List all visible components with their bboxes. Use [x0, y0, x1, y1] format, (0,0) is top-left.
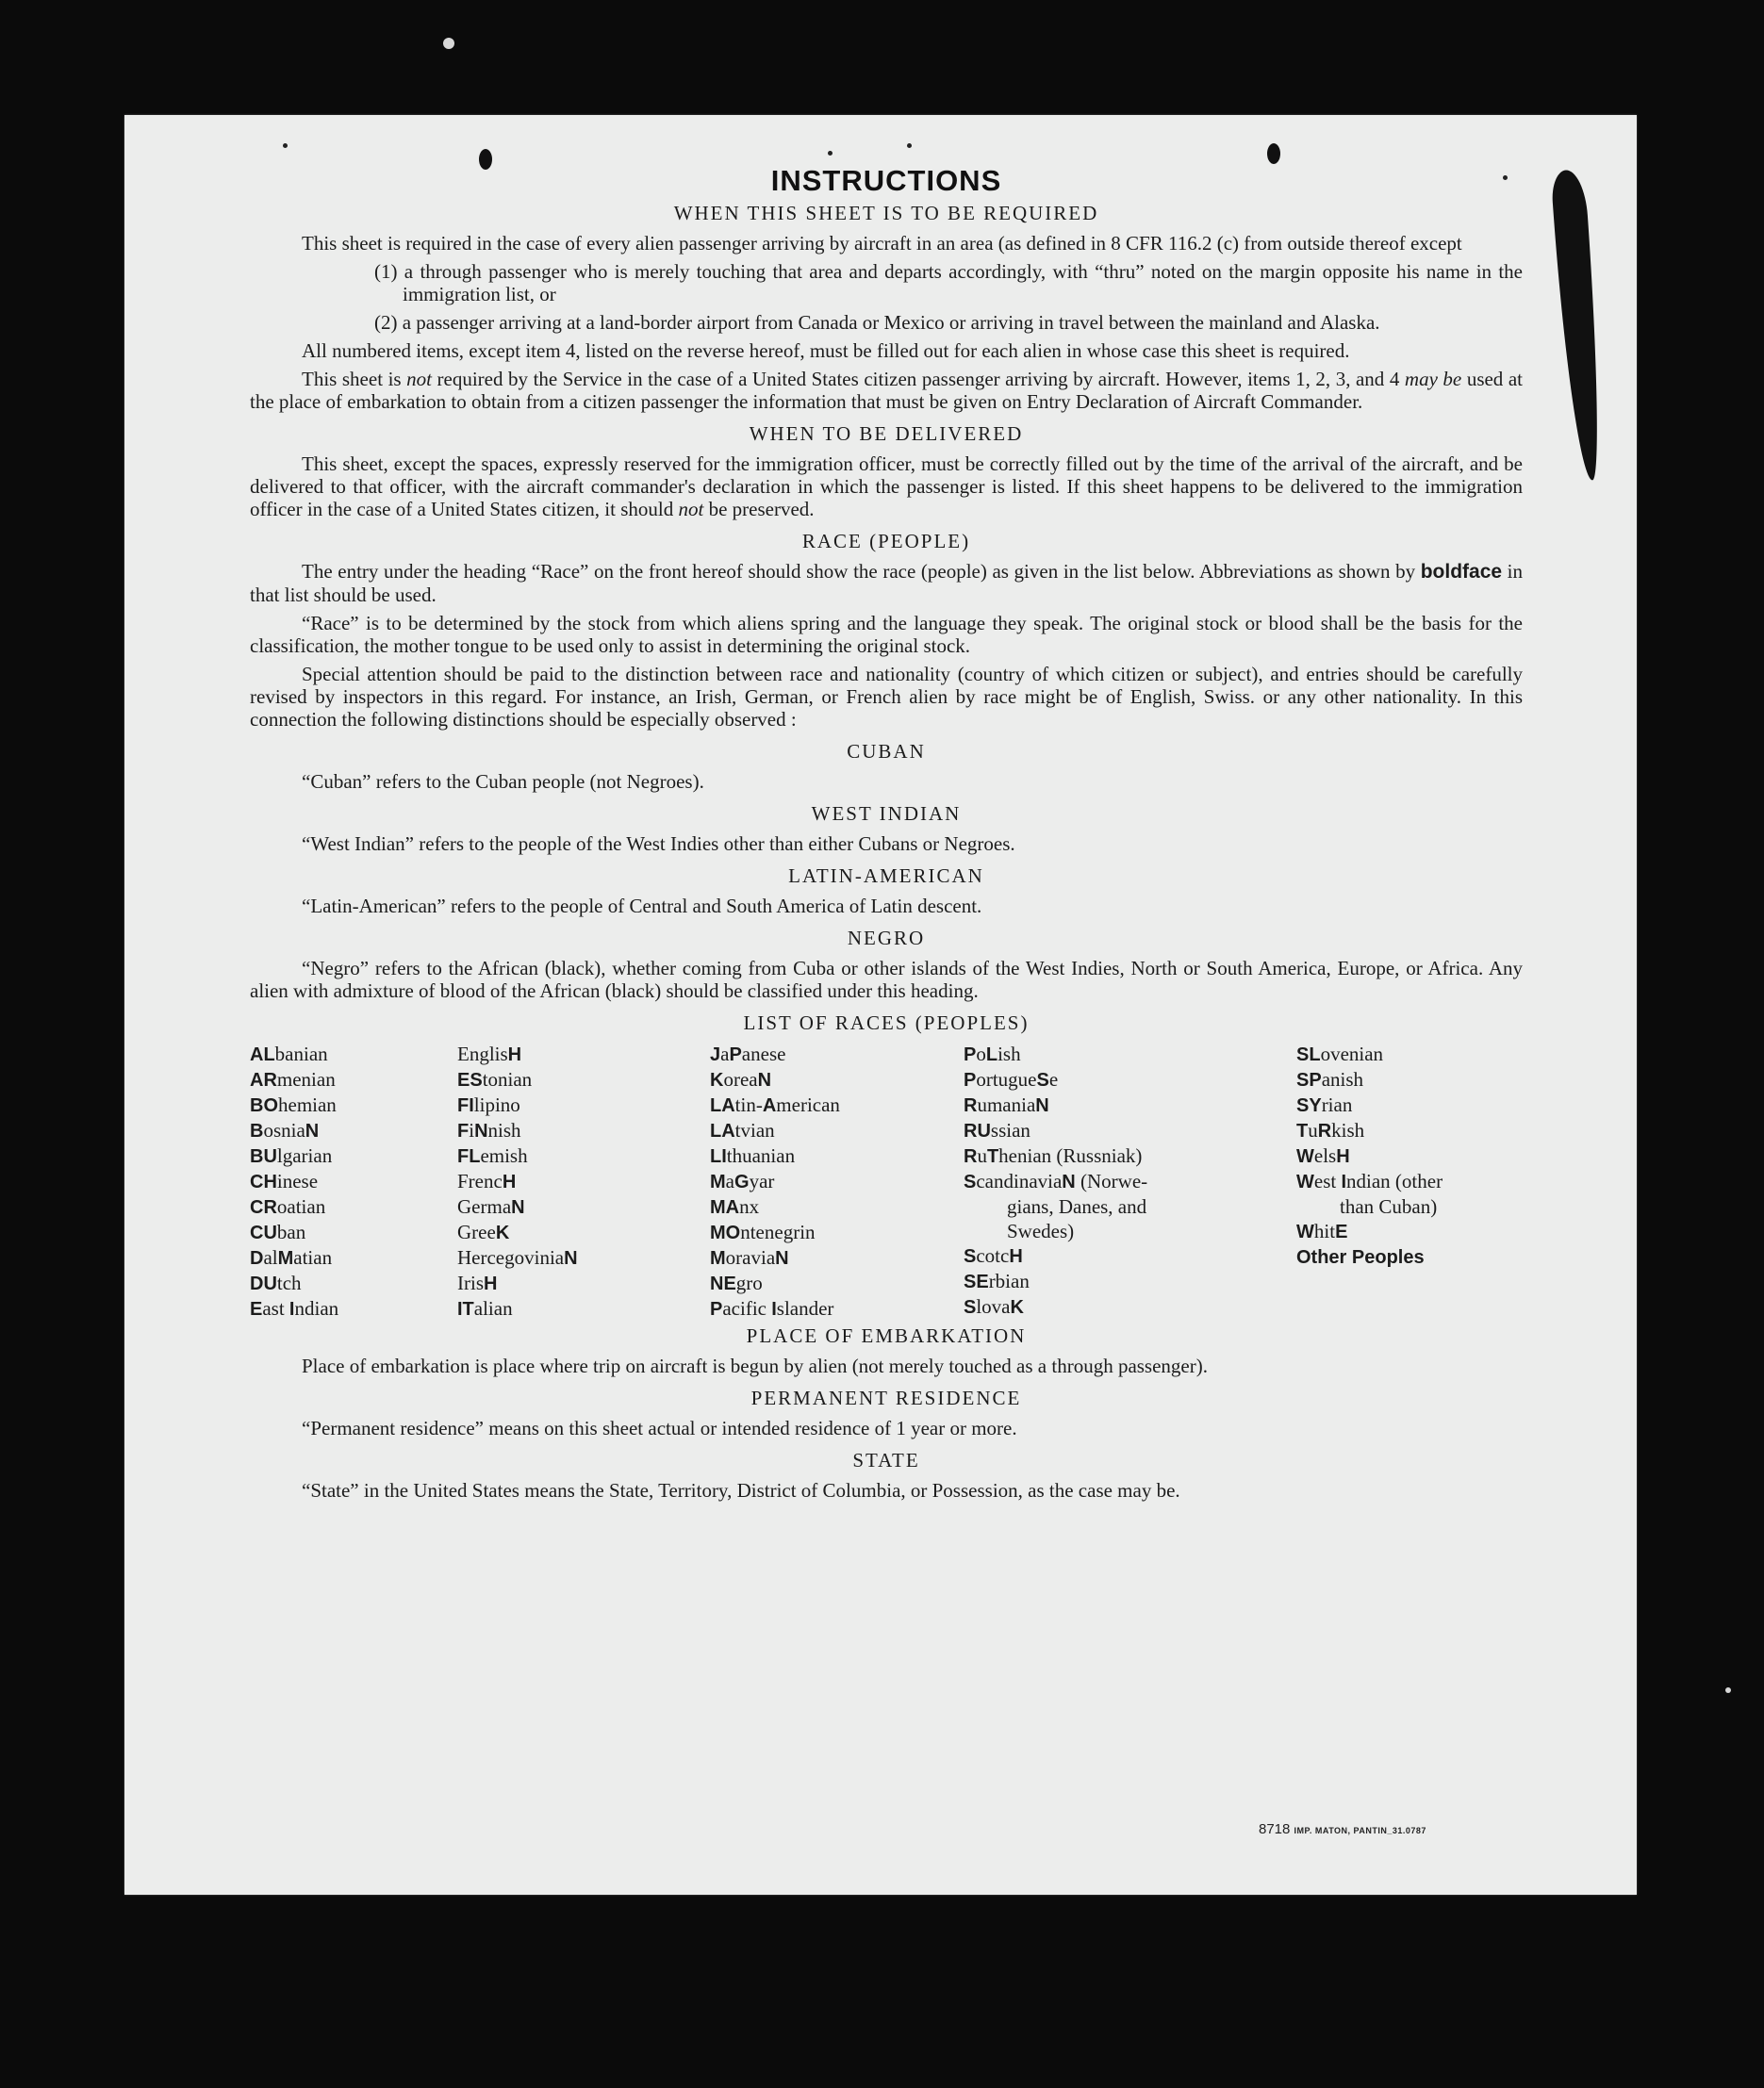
- race-entry: LAtvian: [710, 1119, 775, 1142]
- race-entry: ITalian: [457, 1297, 513, 1320]
- paragraph-latin-american: “Latin-American” refers to the people of Central and South America of Latin descent.: [302, 895, 982, 917]
- paragraph-race-1: [250, 560, 1523, 606]
- race-entry: ARmenian: [250, 1068, 336, 1091]
- races-column-4: [964, 1042, 1147, 1320]
- section-heading-when-delivered: WHEN TO BE DELIVERED: [749, 422, 1024, 445]
- delivered-text-a: This sheet, except the spaces, expressly reserved for the immigration officer, must be correctly filled out by the time of the arrival of the aircraft, and be delivered to that officer, with the aircraft commander's declaration in which the passenger is listed. If this sheet happens to be delivered to the immigration officer in the case of a United States citizen, it should: [250, 452, 1523, 520]
- printer-name: IMP. MATON, PANTIN_31.0787: [1294, 1826, 1426, 1835]
- paragraph-cuban: “Cuban” refers to the Cuban people (not Negroes).: [302, 770, 704, 793]
- race-entry: NEgro: [710, 1272, 763, 1294]
- races-column-3: [710, 1042, 840, 1322]
- race-entry: SErbian: [964, 1270, 1030, 1292]
- race-entry: ScandinaviaN (Norwe-: [964, 1170, 1148, 1192]
- race-entry: gians, Danes, and: [1007, 1195, 1147, 1218]
- race-entry: RumaniaN: [964, 1093, 1049, 1116]
- race-entry: JaPanese: [710, 1043, 786, 1065]
- paragraph-negro: “Negro” refers to the African (black), whether coming from Cuba or other islands of the West Indies, North or South America, Europe, or Africa. Any alien with admixture of blood of the African (black) should be classified under this heading.: [250, 957, 1523, 1002]
- citizen-text-maybe: may be: [1404, 368, 1462, 390]
- race-entry: RUssian: [964, 1119, 1030, 1142]
- races-column-2: [457, 1042, 578, 1322]
- race-entry: WelsH: [1296, 1144, 1350, 1167]
- printer-imprint: [1259, 1821, 1426, 1837]
- section-heading-when-required: WHEN THIS SHEET IS TO BE REQUIRED: [673, 202, 1099, 224]
- document-content: [250, 164, 1524, 1507]
- citizen-text-not: not: [406, 368, 432, 390]
- punch-hole: [479, 149, 492, 170]
- paragraph-residence: “Permanent residence” means on this sheet actual or intended residence of 1 year or more.: [302, 1417, 1017, 1439]
- race-entry: ScotcH: [964, 1244, 1023, 1267]
- citizen-text-a: This sheet is: [302, 368, 402, 390]
- race-entry: CUban: [250, 1221, 306, 1243]
- race-entry: SPanish: [1296, 1068, 1364, 1091]
- race-entry: FIlipino: [457, 1093, 520, 1116]
- paragraph-embarkation: Place of embarkation is place where trip on aircraft is begun by alien (not merely touched as a through passenger).: [302, 1355, 1208, 1377]
- delivered-text-not: not: [678, 498, 704, 520]
- exception-item-2: (2) a passenger arriving at a land-border airport from Canada or Mexico or arriving in travel between the mainland and Alaska.: [374, 311, 1380, 334]
- race-entry: MaGyar: [710, 1170, 775, 1192]
- paragraph-state: “State” in the United States means the State, Territory, District of Columbia, or Possession, as the case may be.: [302, 1479, 1180, 1502]
- race-entry: MAnx: [710, 1195, 760, 1218]
- scan-artifact: [1725, 1687, 1731, 1693]
- races-list: [250, 1042, 1523, 1320]
- race-entry: IrisH: [457, 1272, 498, 1294]
- paragraph-citizen: [250, 368, 1523, 413]
- race-entry: SYrian: [1296, 1093, 1353, 1116]
- race-entry: CRoatian: [250, 1195, 326, 1218]
- section-heading-negro: NEGRO: [847, 927, 926, 949]
- race-entry: CHinese: [250, 1170, 319, 1192]
- race-entry: West Indian (other: [1296, 1170, 1443, 1192]
- races-column-1: [250, 1042, 338, 1322]
- paragraph-required-intro: This sheet is required in the case of every alien passenger arriving by aircraft in an area (as defined in 8 CFR 116.2 (c) from outside thereof except: [302, 232, 1462, 255]
- race-entry: HercegoviniaN: [457, 1246, 578, 1269]
- race-entry: BOhemian: [250, 1093, 337, 1116]
- speck: [828, 151, 833, 156]
- section-heading-race: RACE (PEOPLE): [801, 530, 971, 552]
- race-entry: BosniaN: [250, 1119, 320, 1142]
- exception-item-1: (1) a through passenger who is merely touching that area and departs accordingly, with “thru” noted on the margin opposite his name in the immigration list, or: [374, 260, 1523, 305]
- race-entry: SlovaK: [964, 1295, 1024, 1318]
- race-entry: DalMatian: [250, 1246, 333, 1269]
- section-heading-state: STATE: [852, 1449, 920, 1471]
- race-entry: Swedes): [1007, 1220, 1075, 1242]
- delivered-text-b: be preserved.: [708, 498, 815, 520]
- race-entry: KoreaN: [710, 1068, 772, 1091]
- race-entry: East Indian: [250, 1297, 339, 1320]
- race-text-b: in that list should be used.: [250, 560, 1524, 606]
- paragraph-delivered: [250, 452, 1523, 520]
- race-entry: TuRkish: [1296, 1119, 1365, 1142]
- scan-artifact: [443, 38, 454, 49]
- race-entry: Pacific Islander: [710, 1297, 834, 1320]
- race-entry: MOntenegrin: [710, 1221, 816, 1243]
- race-entry: PoLish: [964, 1043, 1021, 1065]
- race-entry: than Cuban): [1340, 1195, 1438, 1218]
- paragraph-numbered-items: All numbered items, except item 4, listed on the reverse hereof, must be filled out for each alien in whose case this sheet is required.: [302, 339, 1350, 362]
- citizen-text-c: used at the place of embarkation to obtain from a citizen passenger the information that must be given on Entry Declaration of Aircraft Commander.: [250, 368, 1524, 413]
- speck: [283, 143, 288, 148]
- section-heading-list-of-races: LIST OF RACES (PEOPLES): [743, 1011, 1030, 1034]
- paragraph-race-2: “Race” is to be determined by the stock from which aliens spring and the language they speak. The original stock or blood shall be the basis for the classification, the mother tongue to be used only to assist in determining the original stock.: [250, 612, 1523, 657]
- paragraph-race-3: Special attention should be paid to the distinction between race and nationality (country of which citizen or subject), and entries should be carefully revised by inspectors in this regard. For instance, an Irish, German, or French alien by race might be of English, Swiss. or any other nationality. In this connection the following distinctions should be especially observed :: [250, 663, 1523, 731]
- section-heading-embarkation: PLACE OF EMBARKATION: [746, 1324, 1027, 1347]
- race-entry: EnglisH: [457, 1043, 522, 1065]
- race-entry: LAtin-American: [710, 1093, 840, 1116]
- race-entry: GermaN: [457, 1195, 525, 1218]
- section-heading-latin-american: LATIN-AMERICAN: [788, 864, 984, 887]
- race-entry: LIthuanian: [710, 1144, 796, 1167]
- race-entry: GreeK: [457, 1221, 510, 1243]
- race-entry: FLemish: [457, 1144, 528, 1167]
- race-text-a: The entry under the heading “Race” on the front hereof should show the race (people) as given in the list below. Abbreviations as shown by: [302, 560, 1416, 583]
- race-entry: MoraviaN: [710, 1246, 789, 1269]
- race-entry: RuThenian (Russniak): [964, 1144, 1143, 1167]
- race-entry: Other Peoples: [1296, 1247, 1425, 1268]
- document-title: INSTRUCTIONS: [770, 164, 1002, 197]
- race-entry: FiNnish: [457, 1119, 521, 1142]
- section-heading-west-indian: WEST INDIAN: [811, 802, 962, 825]
- form-number: 8718: [1259, 1821, 1291, 1837]
- race-entry: DUtch: [250, 1272, 302, 1294]
- race-entry: EStonian: [457, 1068, 533, 1091]
- race-entry: WhitE: [1296, 1220, 1348, 1242]
- race-text-boldface: boldface: [1420, 561, 1503, 583]
- section-heading-cuban: CUBAN: [847, 740, 926, 763]
- race-entry: SLovenian: [1296, 1043, 1384, 1065]
- races-column-5: [1296, 1042, 1443, 1270]
- race-entry: PortugueSe: [964, 1068, 1059, 1091]
- speck: [907, 143, 912, 148]
- race-entry: ALbanian: [250, 1043, 328, 1065]
- punch-hole: [1267, 143, 1280, 164]
- race-entry: BUlgarian: [250, 1144, 333, 1167]
- section-heading-residence: PERMANENT RESIDENCE: [750, 1387, 1022, 1409]
- paragraph-west-indian: “West Indian” refers to the people of the West Indies other than either Cubans or Negroes.: [302, 832, 1015, 855]
- race-entry: FrencH: [457, 1170, 517, 1192]
- citizen-text-b: required by the Service in the case of a United States citizen passenger arriving by aircraft. However, items 1, 2, 3, and 4: [437, 368, 1400, 390]
